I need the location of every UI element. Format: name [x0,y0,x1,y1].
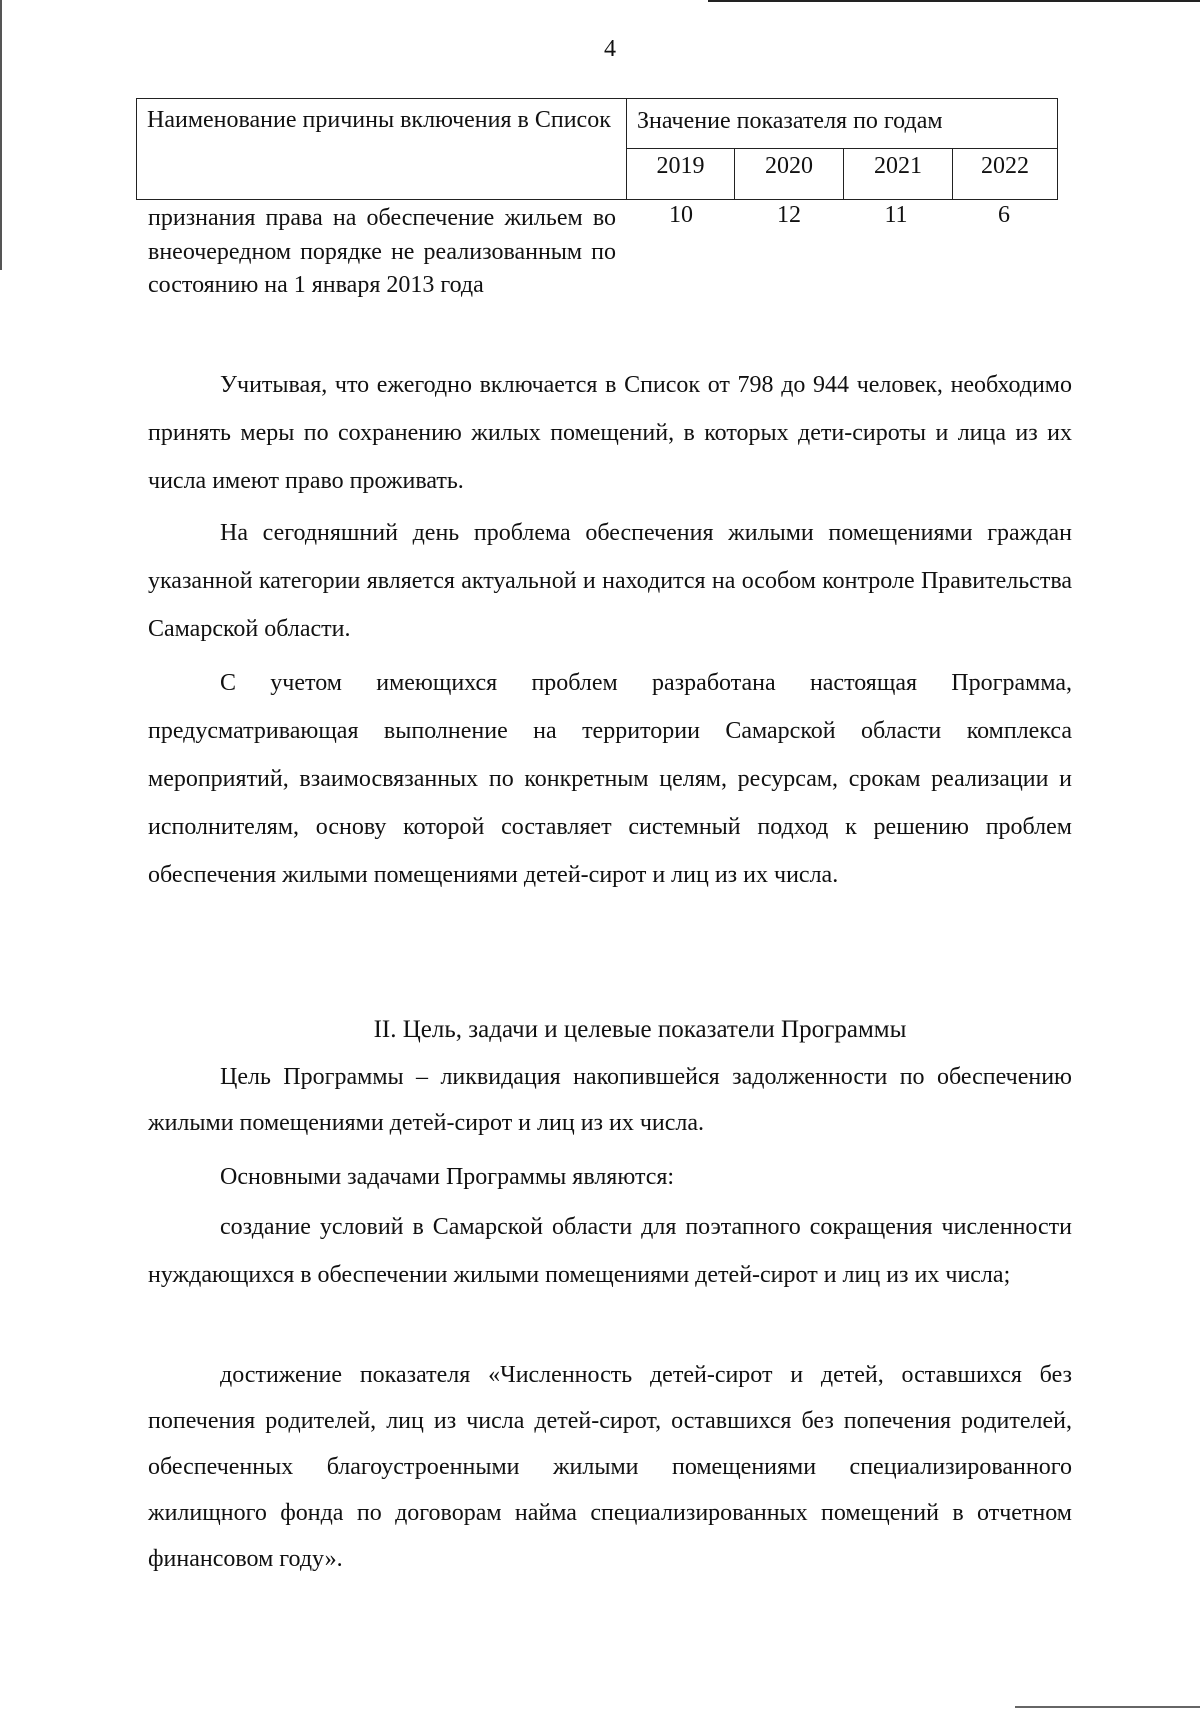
header-row-divider [627,148,1057,149]
paragraph-1: Учитывая, что ежегодно включается в Список от 798 до 944 человек, необходимо принять меры по сохранению жилых помещений, в которых дети-сироты и лица из их числа имеют право проживать. [148,372,1072,494]
task-2: достижение показателя «Численность детей-сирот и детей, оставшихся без попечения родителей, лиц из числа детей-сирот, оставшихся без попечения родителей, обеспеченных благоустроенными жилыми помещениями специализированного жилищного фонда по договорам найма специализированных помещений в отчетном финансовом году». [148,1362,1072,1572]
paragraph-2: На сегодняшний день проблема обеспечения жилыми помещениями граждан указанной категории является актуальной и находится на особом контроле Правительства Самарской области. [148,520,1072,642]
page-number: 4 [604,36,616,62]
table-row-reason: признания права на обеспечение жильем во внеочередном порядке не реализованным по состоянию на 1 января 2013 года [148,205,616,298]
year-header: 2021 [874,153,922,179]
table-row-value: 10 [669,202,693,228]
scan-top-edge [708,0,1200,2]
table-row-value: 11 [884,202,908,228]
section-title: II. Цель, задачи и целевые показатели Программы [373,1016,907,1043]
paragraph-3: С учетом имеющихся проблем разработана настоящая Программа, предусматривающая выполнение на территории Самарской области комплекса мероприятий, взаимосвязанных по конкретным целям, ресурсам, срокам реализации и исполнителям, основу которой составляет системный подход к решению проблем обеспечения жилыми помещениями детей-сирот и лиц из их числа. [148,670,1072,888]
header-values: Значение показателя по годам [637,108,943,134]
scan-bottom-edge [1015,1706,1200,1708]
year-header: 2022 [981,153,1029,179]
task-1: создание условий в Самарской области для поэтапного сокращения численности нуждающихся в обеспечении жилыми помещениями детей-сирот и лиц из их числа; [148,1214,1072,1288]
tasks-intro: Основными задачами Программы являются: [220,1164,675,1190]
column-divider [626,99,627,199]
year-header: 2020 [765,153,813,179]
table-header [136,98,1058,200]
table-row-value: 12 [777,202,801,228]
header-reason: Наименование причины включения в Список [147,107,611,133]
table-row-value: 6 [998,202,1010,228]
goal-paragraph: Цель Программы – ликвидация накопившейся задолженности по обеспечению жилыми помещениями детей-сирот и лиц из их числа. [148,1064,1072,1136]
year-header: 2019 [656,153,705,179]
